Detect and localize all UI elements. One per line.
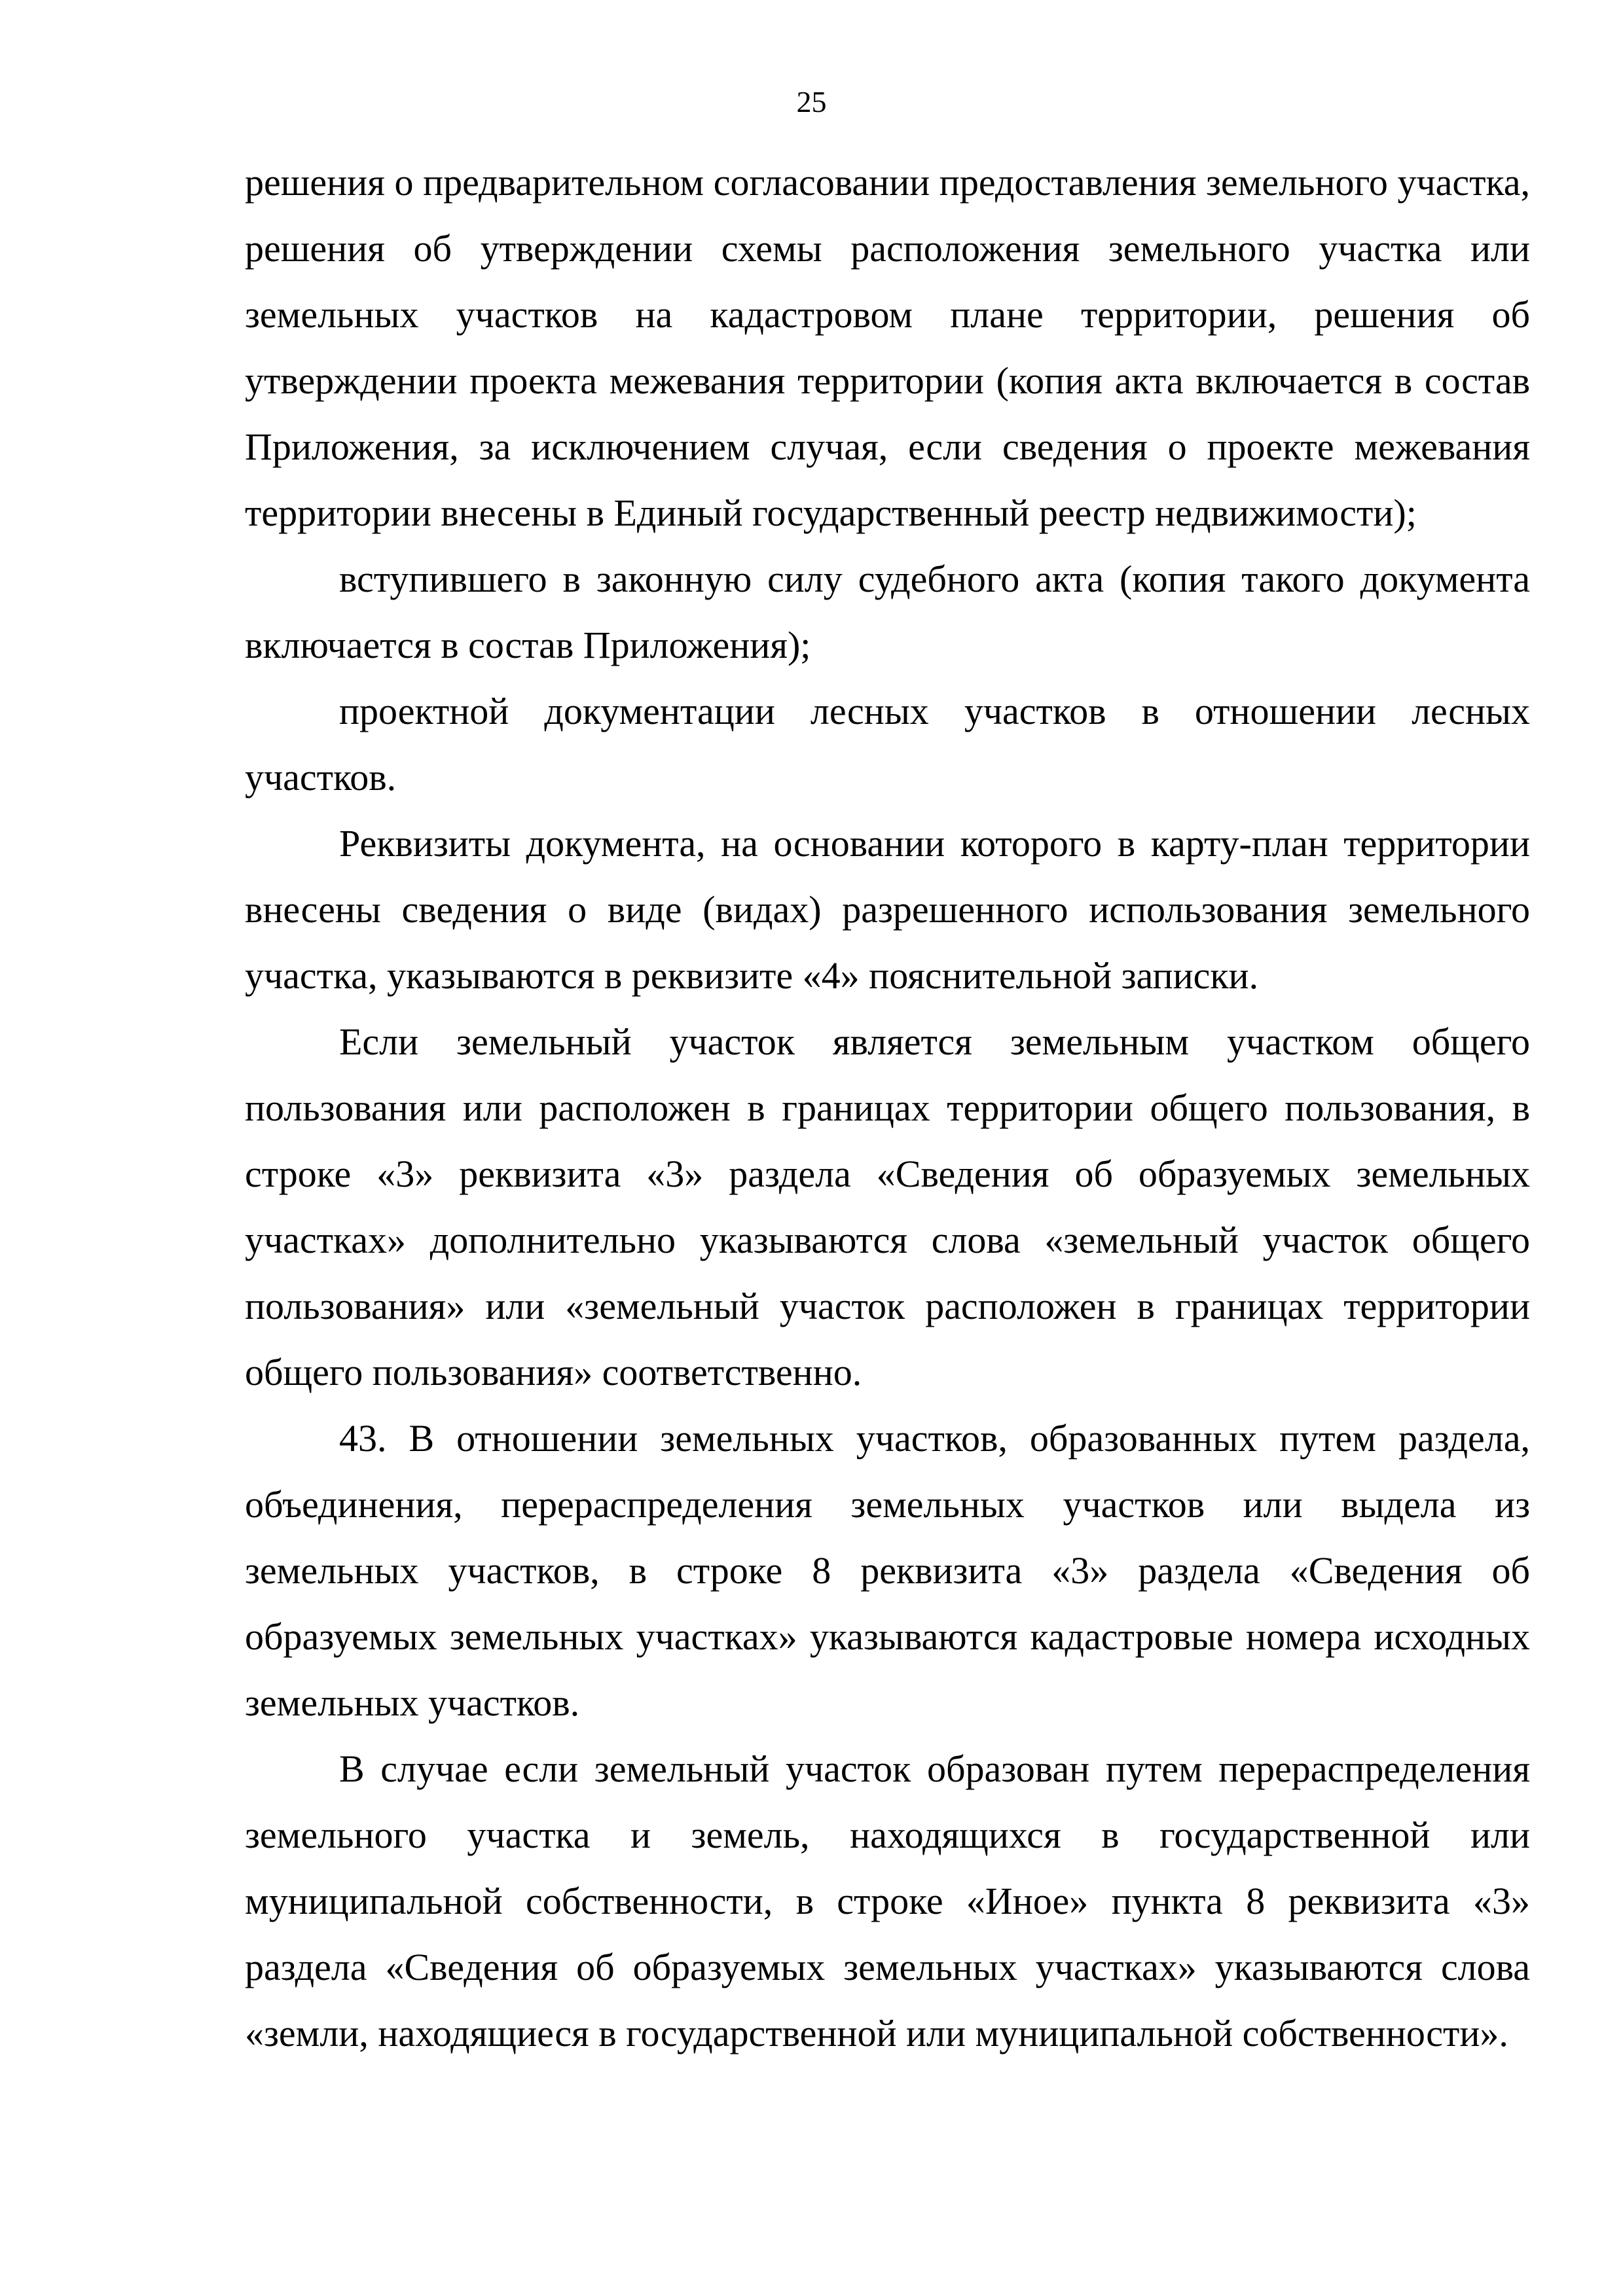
paragraph-continuation: решения о предварительном согласовании предоставления земельного участка, решения об утверждении схемы расположения земельного участка или земельных участков на кадастровом плане территории, решения об утверждении проекта межевания территории (копия акта включается в состав Приложения, за исключением случая, если сведения о проекте межевания территории внесены в Единый государственный реестр недвижимости); — [245, 161, 1530, 534]
page-number: 25 — [796, 85, 827, 118]
document-body — [245, 149, 1530, 2066]
paragraph-requisites: Реквизиты документа, на основании которого в карту-план территории внесены сведения о виде (видах) разрешенного использования земельного участка, указываются в реквизите «4» пояснительной записки. — [245, 822, 1530, 997]
paragraph-forest-docs: проектной документации лесных участков в отношении лесных участков. — [245, 690, 1530, 798]
paragraph-redistribution: В случае если земельный участок образован путем перераспределения земельного участка и земель, находящихся в государственной или муниципальной собственности, в строке «Иное» пункта 8 реквизита «3» раздела «Сведения об образуемых земельных участках» указываются слова «земли, находящиеся в государственной или муниципальной собственности». — [245, 1748, 1530, 2054]
paragraph-court-act: вступившего в законную силу судебного акта (копия такого документа включается в состав Приложения); — [245, 558, 1530, 666]
paragraph-item-43: 43. В отношении земельных участков, образованных путем раздела, объединения, перераспределения земельных участков или выдела из земельных участков, в строке 8 реквизита «3» раздела «Сведения об образуемых земельных участках» указываются кадастровые номера исходных земельных участков. — [245, 1417, 1530, 1724]
paragraph-common-use: Если земельный участок является земельным участком общего пользования или расположен в границах территории общего пользования, в строке «3» реквизита «3» раздела «Сведения об образуемых земельных участках» дополнительно указываются слова «земельный участок общего пользования» или «земельный участок расположен в границах территории общего пользования» соответственно. — [245, 1020, 1530, 1393]
